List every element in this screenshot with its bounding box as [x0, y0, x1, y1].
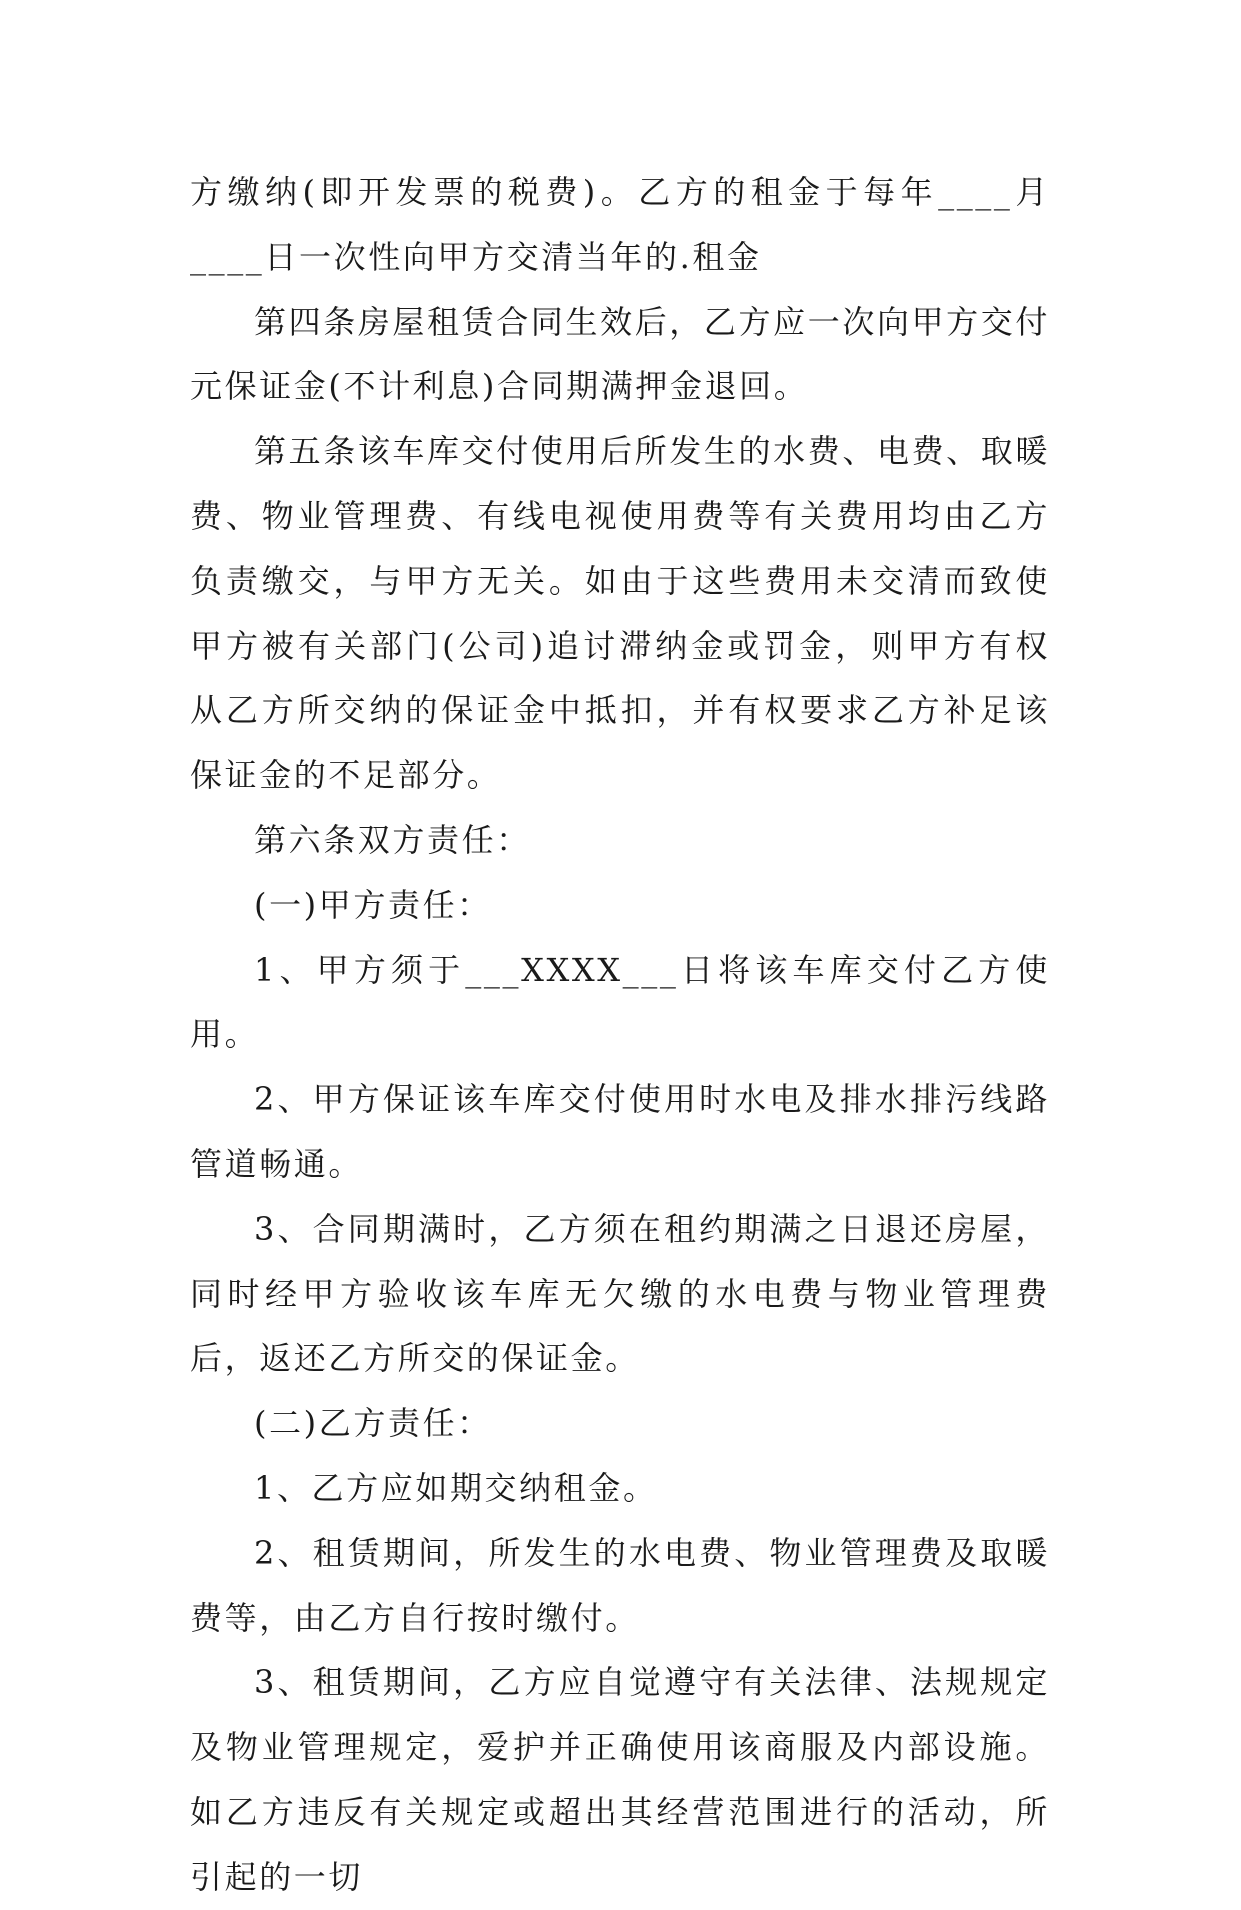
paragraph: 方缴纳(即开发票的税费)。乙方的租金于每年____月____日一次性向甲方交清当年的.租金: [190, 173, 1050, 276]
paragraph: 1、甲方须于___XXXX___日将该车库交付乙方使用。: [190, 950, 1050, 1054]
paragraph: 1、乙方应如期交纳租金。: [254, 1468, 658, 1507]
paragraph: (一)甲方责任：: [254, 885, 492, 924]
paragraph: 2、租赁期间，所发生的水电费、物业管理费及取暖费等，由乙方自行按时缴付。: [190, 1533, 1050, 1637]
paragraph: 第六条双方责任：: [254, 820, 531, 859]
document-body: [190, 160, 1050, 1910]
paragraph: 第五条该车库交付使用后所发生的水费、电费、取暖费、物业管理费、有线电视使用费等有关费用均由乙方负责缴交，与甲方无关。如由于这些费用未交清而致使甲方被有关部门(公司)追讨滞纳金或罚金，则甲方有权从乙方所交纳的保证金中抵扣，并有权要求乙方补足该保证金的不足部分。: [190, 432, 1050, 795]
paragraph: 3、合同期满时，乙方须在租约期满之日退还房屋，同时经甲方验收该车库无欠缴的水电费与物业管理费后，返还乙方所交的保证金。: [190, 1209, 1050, 1378]
paragraph: (二)乙方责任：: [254, 1404, 492, 1443]
paragraph: 3、租赁期间，乙方应自觉遵守有关法律、法规规定及物业管理规定，爱护并正确使用该商服及内部设施。如乙方违反有关规定或超出其经营范围进行的活动，所引起的一切: [190, 1663, 1050, 1896]
paragraph: 第四条房屋租赁合同生效后，乙方应一次向甲方交付元保证金(不计利息)合同期满押金退回。: [190, 302, 1050, 406]
paragraph: 2、甲方保证该车库交付使用时水电及排水排污线路管道畅通。: [190, 1080, 1050, 1183]
